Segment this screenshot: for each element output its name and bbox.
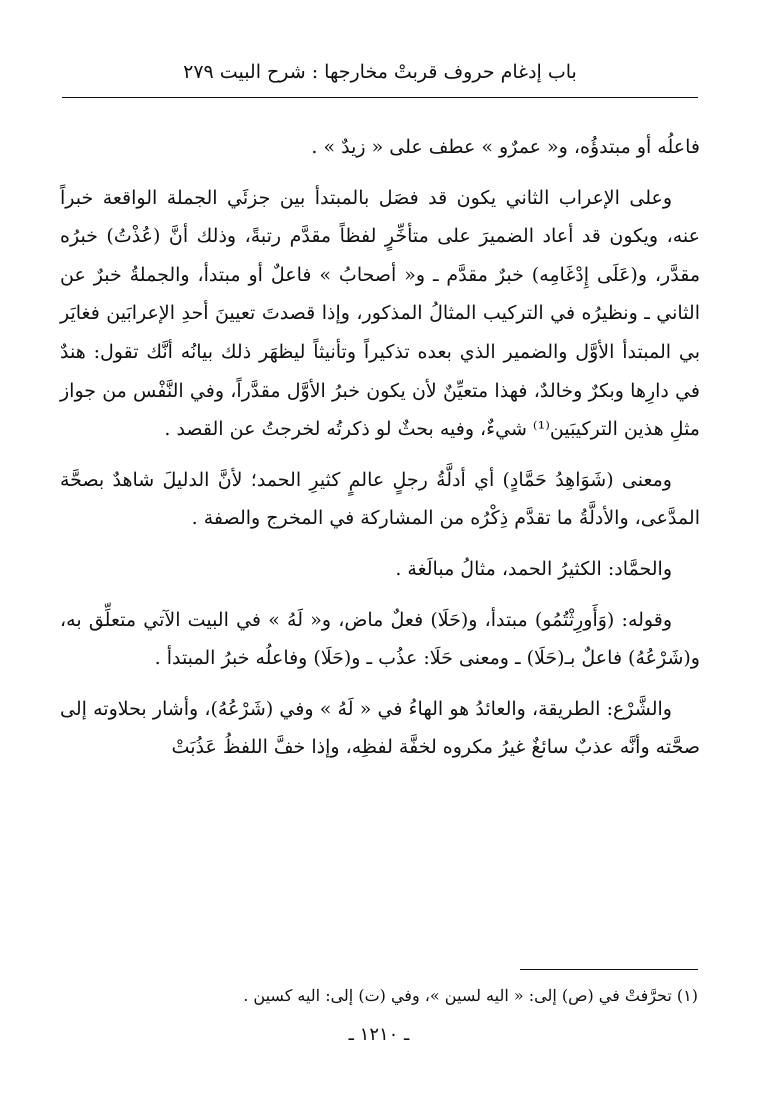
paragraph-continuation: فاعلُه أو مبتدؤُه، و« عمرٌو » عطف على « زيدٌ » . xyxy=(311,136,700,158)
paragraph-hammad: والحمَّاد: الكثيرُ الحمد، مثالُ مبالَغة . xyxy=(395,557,672,580)
footnote: (١) تحرَّفتْ في (ص) إلى: « اليه لسين »، وفي (ت) إلى: اليه كسين . xyxy=(243,986,698,1005)
header-divider xyxy=(62,97,698,98)
paragraph-qawluh: وقوله: (وَأَورِثْتُمُو) مبتدأ، و(حَلَا) فعلٌ ماض، و« لَهُ » في البيت الآتي متعلِّق به، و(شَرْعُهُ) فاعلٌ بـ(حَلَا) ـ ومعنى حَلَا: عذُب ـ و(حَلَا) وفاعلُه خبرُ المبتدأ . xyxy=(60,608,700,670)
paragraph-shar: والشَّرْع: الطريقة، والعائدُ هو الهاءُ في « لَهُ » وفي (شَرْعُهُ)، وأشار بحلاوته إلى صحَّته وأنَّه عذبٌ سائغٌ غيرُ مكروه لخفَّة لفظِه، وإذا خفَّ اللفظُ عَذُبَتْ xyxy=(60,697,700,759)
footnote-divider xyxy=(520,969,698,970)
paragraph-shawahid: ومعنى (شَوَاهِدُ حَمَّادٍ) أي أدلَّةُ رجلٍ عالمٍ كثيرِ الحمد؛ لأنَّ الدليلَ شاهدٌ بصحَّة المدَّعى، والأدلَّةُ ما تقدَّم ذِكْرُه من المشاركة في المخرج والصفة . xyxy=(60,468,700,530)
main-text xyxy=(60,128,700,779)
running-header: باب إدغام حروف قربتْ مخارجها : شرح البيت ٢٧٩ xyxy=(183,61,577,83)
page-number: ـ ١٢١٠ ـ xyxy=(348,1024,410,1045)
paragraph-irab: وعلى الإعراب الثاني يكون قد فصَل بالمبتدأ بين جزئَي الجملة الواقعة خبراً عنه، ويكون قد أعاد الضميرَ على متأخِّرٍ لفظاً مقدَّم رتبةً، وذلك أنَّ (عُذْتُ) خبرُه مقدَّر، و(عَلَى إِدْغَامِه) خبرٌ مقدَّم ـ و« أصحابُ » فاعلٌ أو مبتدأ، والجملةُ خبرٌ عن الثاني ـ ونظيرُه في التركيب المثالُ المذكور، وإذا قصدتَ تعيينَ أحدِ الإعرابَين فغايَر بي المبتدأ الأوَّل والضمير الذي بعده تذكيراً وتأنيثاً ليظهَر ذلك بيانُه أنَّك تقول: هندٌ في دارِها وبكرٌ وخالدٌ، فهذا متعيِّنٌ لأن يكون خبرُ الأوَّل مقدَّراً، وفي النَّفْس من جواز مثلِ هذين التركيبَين⁽¹⁾ شيءٌ، وفيه بحثٌ لو ذكرتُه لخرجتُ عن القصد . xyxy=(60,186,700,441)
